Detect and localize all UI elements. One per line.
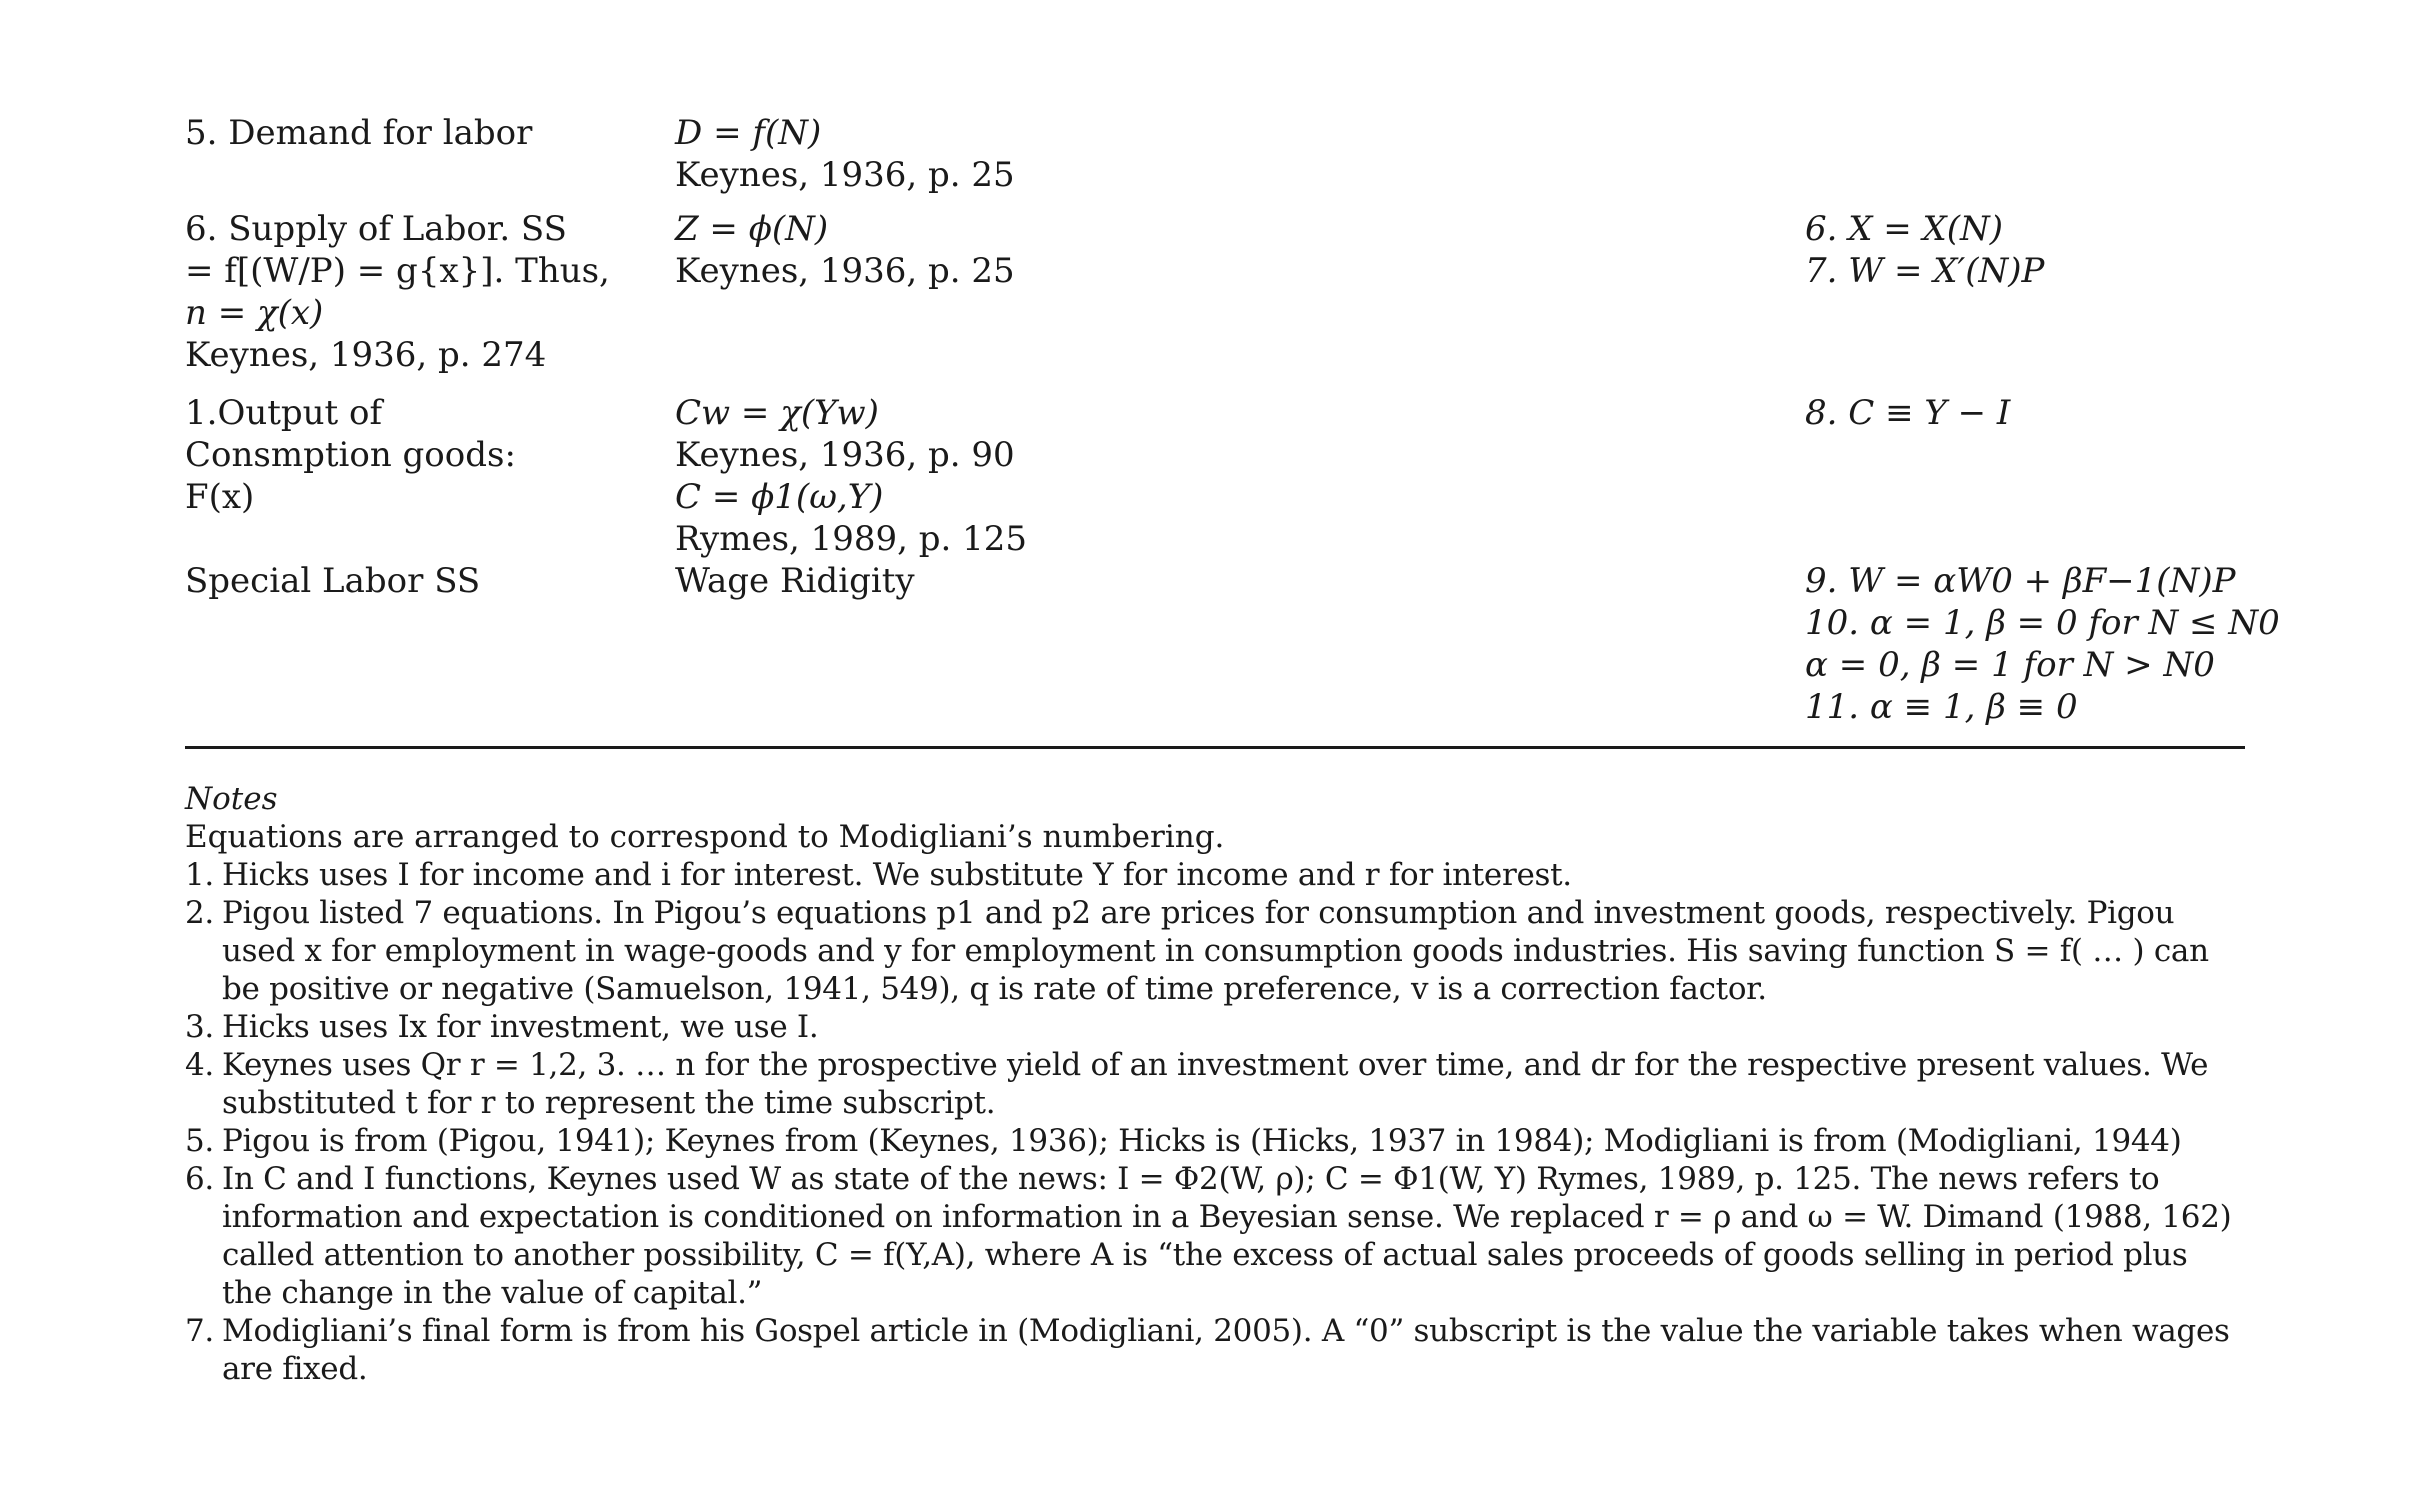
modigliani-equation: 8. C ≡ Y − I xyxy=(1805,393,2011,433)
modigliani-cell xyxy=(1805,560,2280,728)
row-label: 5. Demand for labor xyxy=(185,113,533,153)
note-text: In C and I functions, Keynes used W as state of the news: I = Φ2(W, ρ); C = Φ1(W, Y) Rymes, 1989, p. 125. The news refers to information and expectation is conditioned on information in a Beyesian sense. We replaced r = ρ and ω = W. Dimand (1988, 162) called attention to another possibility, C = f(Y,A), where A is “the excess of actual sales proceeds of goods selling in period plus the change in the value of capital.” xyxy=(222,1161,2232,1311)
note-item xyxy=(185,1312,2245,1388)
notes-title: Notes xyxy=(185,781,278,817)
note-number: 1. xyxy=(185,857,214,893)
note-number: 2. xyxy=(185,895,214,931)
modigliani-equation: 9. W = αW0 + βF−1(N)P xyxy=(1805,561,2236,601)
row-label: Consmption goods: xyxy=(185,435,516,475)
modigliani-equation: α = 0, β = 1 for N > N0 xyxy=(1805,645,2215,685)
note-text: Hicks uses Ix for investment, we use I. xyxy=(222,1009,819,1045)
keynes-cell xyxy=(675,112,1015,196)
modigliani-equation: 6. X = X(N) xyxy=(1805,209,2004,249)
keynes-cell xyxy=(675,392,1027,560)
equation-table xyxy=(185,112,2280,742)
note-number: 6. xyxy=(185,1161,214,1197)
citation: Keynes, 1936, p. 90 xyxy=(675,435,1015,475)
note-item xyxy=(185,1122,2245,1160)
table-bottom-rule xyxy=(185,746,2245,749)
row-label-cell xyxy=(185,560,480,602)
citation: Keynes, 1936, p. 25 xyxy=(675,251,1015,291)
keynes-equation: C = ϕ1(ω,Y) xyxy=(675,477,884,517)
row-label: Special Labor SS xyxy=(185,561,481,601)
row-label: = f[(W/P) = g{x}]. Thus, xyxy=(185,251,610,291)
row-label: F(x) xyxy=(185,477,255,517)
notes-intro: Equations are arranged to correspond to Modigliani’s numbering. xyxy=(185,819,1225,855)
note-item xyxy=(185,1160,2245,1312)
note-text: Hicks uses I for income and i for interest. We substitute Y for income and r for interest. xyxy=(222,857,1572,893)
modigliani-equation: 11. α ≡ 1, β ≡ 0 xyxy=(1805,687,2078,727)
row-equation: n = χ(x) xyxy=(185,293,324,333)
row-label: Wage Ridigity xyxy=(675,561,915,601)
citation: Rymes, 1989, p. 125 xyxy=(675,519,1028,559)
row-label: 6. Supply of Labor. SS xyxy=(185,209,567,249)
modigliani-cell xyxy=(1805,208,2044,292)
note-number: 5. xyxy=(185,1123,214,1159)
note-number: 7. xyxy=(185,1313,214,1349)
note-item xyxy=(185,894,2245,1008)
modigliani-equation: 10. α = 1, β = 0 for N ≤ N0 xyxy=(1805,603,2280,643)
note-item xyxy=(185,856,2245,894)
keynes-equation: Cw = χ(Yw) xyxy=(675,393,879,433)
note-text: Modigliani’s final form is from his Gospel article in (Modigliani, 2005). A “0” subscript is the value the variable takes when wages are fixed. xyxy=(222,1313,2230,1387)
keynes-cell xyxy=(675,560,915,602)
row-label-cell xyxy=(185,392,516,518)
row-label-cell xyxy=(185,208,610,376)
citation: Keynes, 1936, p. 274 xyxy=(185,335,547,375)
citation: Keynes, 1936, p. 25 xyxy=(675,155,1015,195)
notes-section xyxy=(185,780,2245,1388)
modigliani-equation: 7. W = X′(N)P xyxy=(1805,251,2045,291)
note-number: 4. xyxy=(185,1047,214,1083)
note-item xyxy=(185,1008,2245,1046)
note-text: Pigou is from (Pigou, 1941); Keynes from (Keynes, 1936); Hicks is (Hicks, 1937 in 1984); Modigliani is from (Modigliani, 1944) xyxy=(222,1123,2182,1159)
note-item xyxy=(185,1046,2245,1122)
note-number: 3. xyxy=(185,1009,214,1045)
keynes-equation: D = f(N) xyxy=(675,113,822,153)
row-label: 1.Output of xyxy=(185,393,383,433)
note-text: Keynes uses Qr r = 1,2, 3. … n for the prospective yield of an investment over time, and dr for the respective present values. We substituted t for r to represent the time subscript. xyxy=(222,1047,2209,1121)
keynes-cell xyxy=(675,208,1015,292)
modigliani-cell xyxy=(1805,392,2010,434)
row-label-cell xyxy=(185,112,532,154)
keynes-equation: Z = ϕ(N) xyxy=(675,209,829,249)
note-text: Pigou listed 7 equations. In Pigou’s equations p1 and p2 are prices for consumption and investment goods, respectively. Pigou used x for employment in wage-goods and y for employment in consumption goods industries. His saving function S = f( … ) can be positive or negative (Samuelson, 1941, 549), q is rate of time preference, v is a correction factor. xyxy=(222,895,2209,1007)
